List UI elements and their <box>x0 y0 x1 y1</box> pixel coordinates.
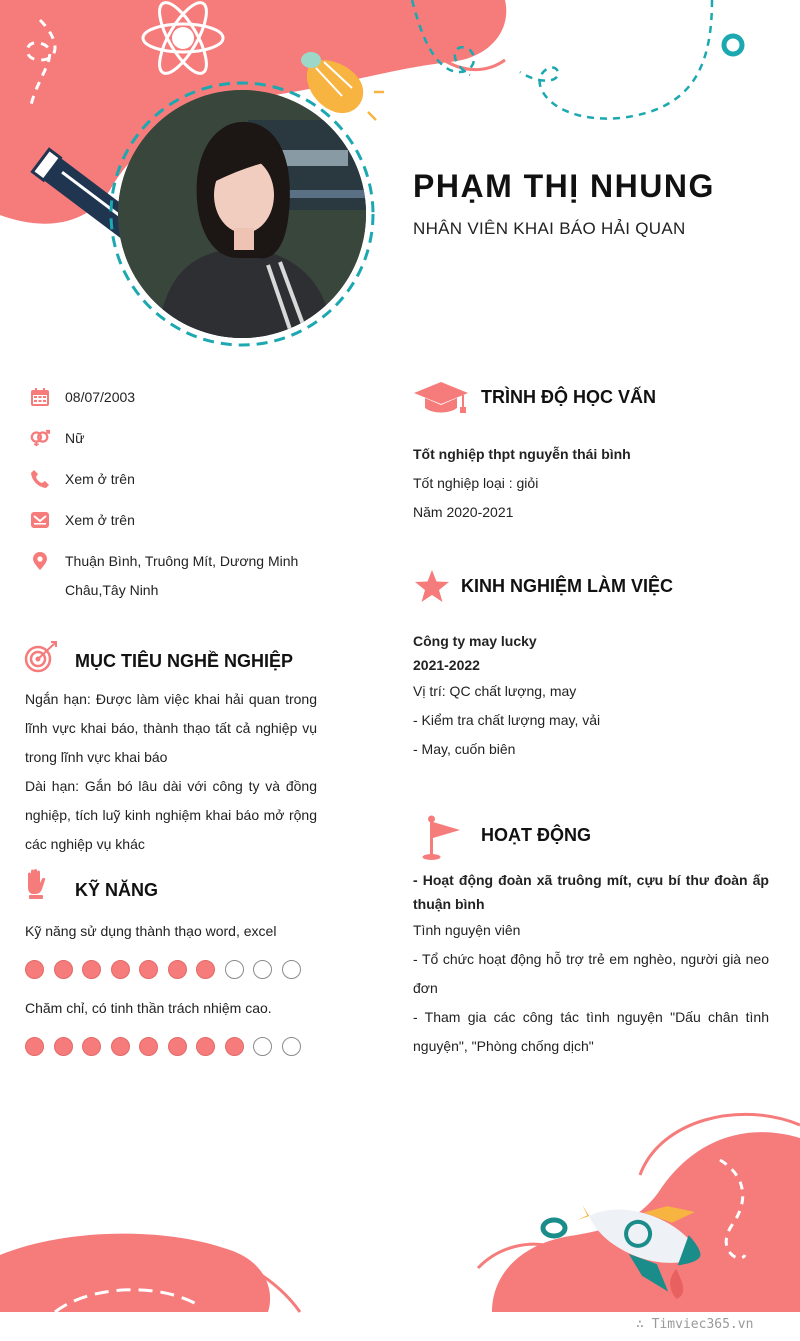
activities-item: - Tham gia các công tác tình nguyện "Dấu chân tình nguyện", "Phòng chống dịch" <box>413 1009 769 1054</box>
rating-dot <box>253 1037 272 1056</box>
ring-icon <box>724 36 742 54</box>
skill-2-name: Chăm chỉ, có tinh thần trách nhiệm cao. <box>25 1000 272 1016</box>
education-heading: TRÌNH ĐỘ HỌC VẤN <box>481 387 656 407</box>
education-years: Năm 2020-2021 <box>413 504 514 520</box>
profile-photo <box>118 90 366 338</box>
experience-task: - Kiểm tra chất lượng may, vải <box>413 712 601 728</box>
bottom-left-blob <box>0 1234 270 1312</box>
job-title: NHÂN VIÊN KHAI BÁO HẢI QUAN <box>413 219 686 238</box>
rating-dot <box>168 960 187 979</box>
rating-dot <box>225 960 244 979</box>
contact-phone <box>30 465 325 494</box>
location-icon <box>30 551 50 571</box>
rating-dot <box>168 1037 187 1056</box>
objective-short-term: Ngắn hạn: Được làm việc khai hải quan trong lĩnh vực khai báo, thành thạo tất cả nghiệp vụ trong lĩnh vực khai báo <box>25 691 317 765</box>
rating-dot <box>54 960 73 979</box>
rating-dot <box>25 1037 44 1056</box>
hand-icon <box>24 868 48 900</box>
education-grade: Tốt nghiệp loại : giỏi <box>413 475 539 491</box>
activities-title: - Hoạt động đoàn xã truông mít, cựu bí thư đoàn ấp thuận bình <box>413 872 769 912</box>
rating-dot <box>111 1037 130 1056</box>
experience-period: 2021-2022 <box>413 657 480 673</box>
experience-position: Vị trí: QC chất lượng, may <box>413 683 577 699</box>
activities-role: Tình nguyện viên <box>413 922 521 938</box>
rating-dot <box>139 960 158 979</box>
gender-icon <box>30 428 50 448</box>
activities-body <box>413 868 769 1061</box>
email-text: Xem ở trên <box>65 512 135 528</box>
rating-dot <box>25 960 44 979</box>
rating-dot <box>282 1037 301 1056</box>
flag-icon <box>418 815 464 861</box>
objective-heading: MỤC TIÊU NGHỀ NGHIỆP <box>75 651 294 671</box>
skill-1-name: Kỹ năng sử dụng thành thạo word, excel <box>25 923 277 939</box>
graduation-cap-icon <box>413 380 469 414</box>
rating-dot <box>111 960 130 979</box>
phone-text: Xem ở trên <box>65 471 135 487</box>
email-icon <box>30 510 50 530</box>
rating-dot <box>196 1037 215 1056</box>
activities-heading: HOẠT ĐỘNG <box>481 825 591 845</box>
star-icon <box>414 569 450 603</box>
activities-item: - Tổ chức hoạt động hỗ trợ trẻ em nghèo, người già neo đơn <box>413 951 769 996</box>
phone-icon <box>30 469 50 489</box>
objective-body <box>25 685 317 859</box>
candidate-name: PHẠM THỊ NHUNG <box>413 168 715 204</box>
gender-text: Nữ <box>65 430 85 446</box>
rating-dot <box>54 1037 73 1056</box>
rating-dot <box>139 1037 158 1056</box>
rating-dot <box>253 960 272 979</box>
objective-long-term: Dài hạn: Gắn bó lâu dài với công ty và đồng nghiệp, tích luỹ kinh nghiệm khai báo mở rộng các nghiệp vụ khác <box>25 778 317 852</box>
experience-body <box>413 629 773 764</box>
experience-company: Công ty may lucky <box>413 633 537 649</box>
rating-dot <box>82 960 101 979</box>
experience-heading: KINH NGHIỆM LÀM VIỆC <box>461 576 674 596</box>
contact-address <box>30 547 325 605</box>
teal-ring-small <box>543 1220 565 1236</box>
contact-birthdate <box>30 383 325 412</box>
contact-gender <box>30 424 325 453</box>
contact-email <box>30 506 325 535</box>
rating-dot <box>282 960 301 979</box>
skill-2-rating <box>25 1037 301 1056</box>
target-icon <box>24 640 58 674</box>
address-text: Thuận Bình, Truông Mít, Dương Minh Châu,Tây Ninh <box>65 553 299 598</box>
birthdate-text: 08/07/2003 <box>65 389 136 405</box>
rating-dot <box>225 1037 244 1056</box>
education-school: Tốt nghiệp thpt nguyễn thái bình <box>413 446 631 462</box>
skill-1-rating <box>25 960 301 979</box>
rating-dot <box>196 960 215 979</box>
experience-task: - May, cuốn biên <box>413 741 516 757</box>
education-body <box>413 440 773 527</box>
calendar-icon <box>30 387 50 407</box>
skills-heading: KỸ NĂNG <box>75 880 159 900</box>
rating-dot <box>82 1037 101 1056</box>
watermark: ∴ Timviec365.vn <box>636 1317 754 1332</box>
dashed-loop-teal <box>520 0 712 119</box>
